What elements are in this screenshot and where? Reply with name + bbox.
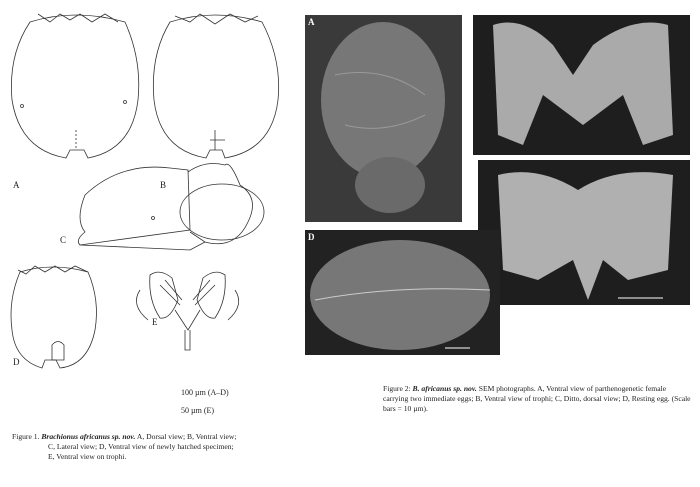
sem-photo-b	[473, 15, 690, 155]
sem-photo-c	[478, 160, 690, 305]
caption-line: C, Lateral view; D, Ventral view of newly hatched specimen;	[48, 442, 234, 451]
caption-text: SEM photographs. A, Ventral view of parthenogenetic female carrying two immediate eggs; B, Ventral view of trophi; C, Ditto, dorsal view; D, Resting egg. (Scale bars = 10 µm).	[383, 384, 691, 413]
caption-species: Brachionus africanus sp. nov.	[41, 432, 136, 441]
sem-photo-a	[305, 15, 462, 222]
figure1-drawings	[0, 0, 300, 380]
caption-prefix: Figure 1.	[12, 432, 40, 441]
photo-label-a: A	[308, 17, 315, 27]
caption-line: E, Ventral view on trophi.	[48, 452, 127, 461]
panel-label-e: E	[152, 317, 158, 327]
figure1-caption	[12, 432, 312, 462]
drawing-e-trophi	[136, 272, 238, 350]
photo-label-d: D	[308, 232, 315, 242]
panel-label-b: B	[160, 180, 167, 190]
sem-photo-d	[305, 230, 500, 355]
caption-prefix: Figure 2:	[383, 384, 411, 393]
scale-label-100: 100 µm (A–D)	[181, 388, 229, 397]
panel-label-d: D	[13, 357, 20, 367]
drawing-b-ventral	[153, 14, 278, 158]
panel-label-a: A	[13, 180, 20, 190]
drawing-d-hatched	[11, 266, 96, 368]
caption-species: B. africanus sp. nov.	[412, 384, 477, 393]
caption-line: A, Dorsal view; B, Ventral view;	[136, 432, 237, 441]
drawing-a-dorsal	[11, 14, 138, 158]
panel-label-c: C	[60, 235, 67, 245]
scale-label-50: 50 µm (E)	[181, 406, 215, 415]
drawing-c-lateral	[78, 164, 264, 250]
figure2-caption	[383, 384, 693, 414]
